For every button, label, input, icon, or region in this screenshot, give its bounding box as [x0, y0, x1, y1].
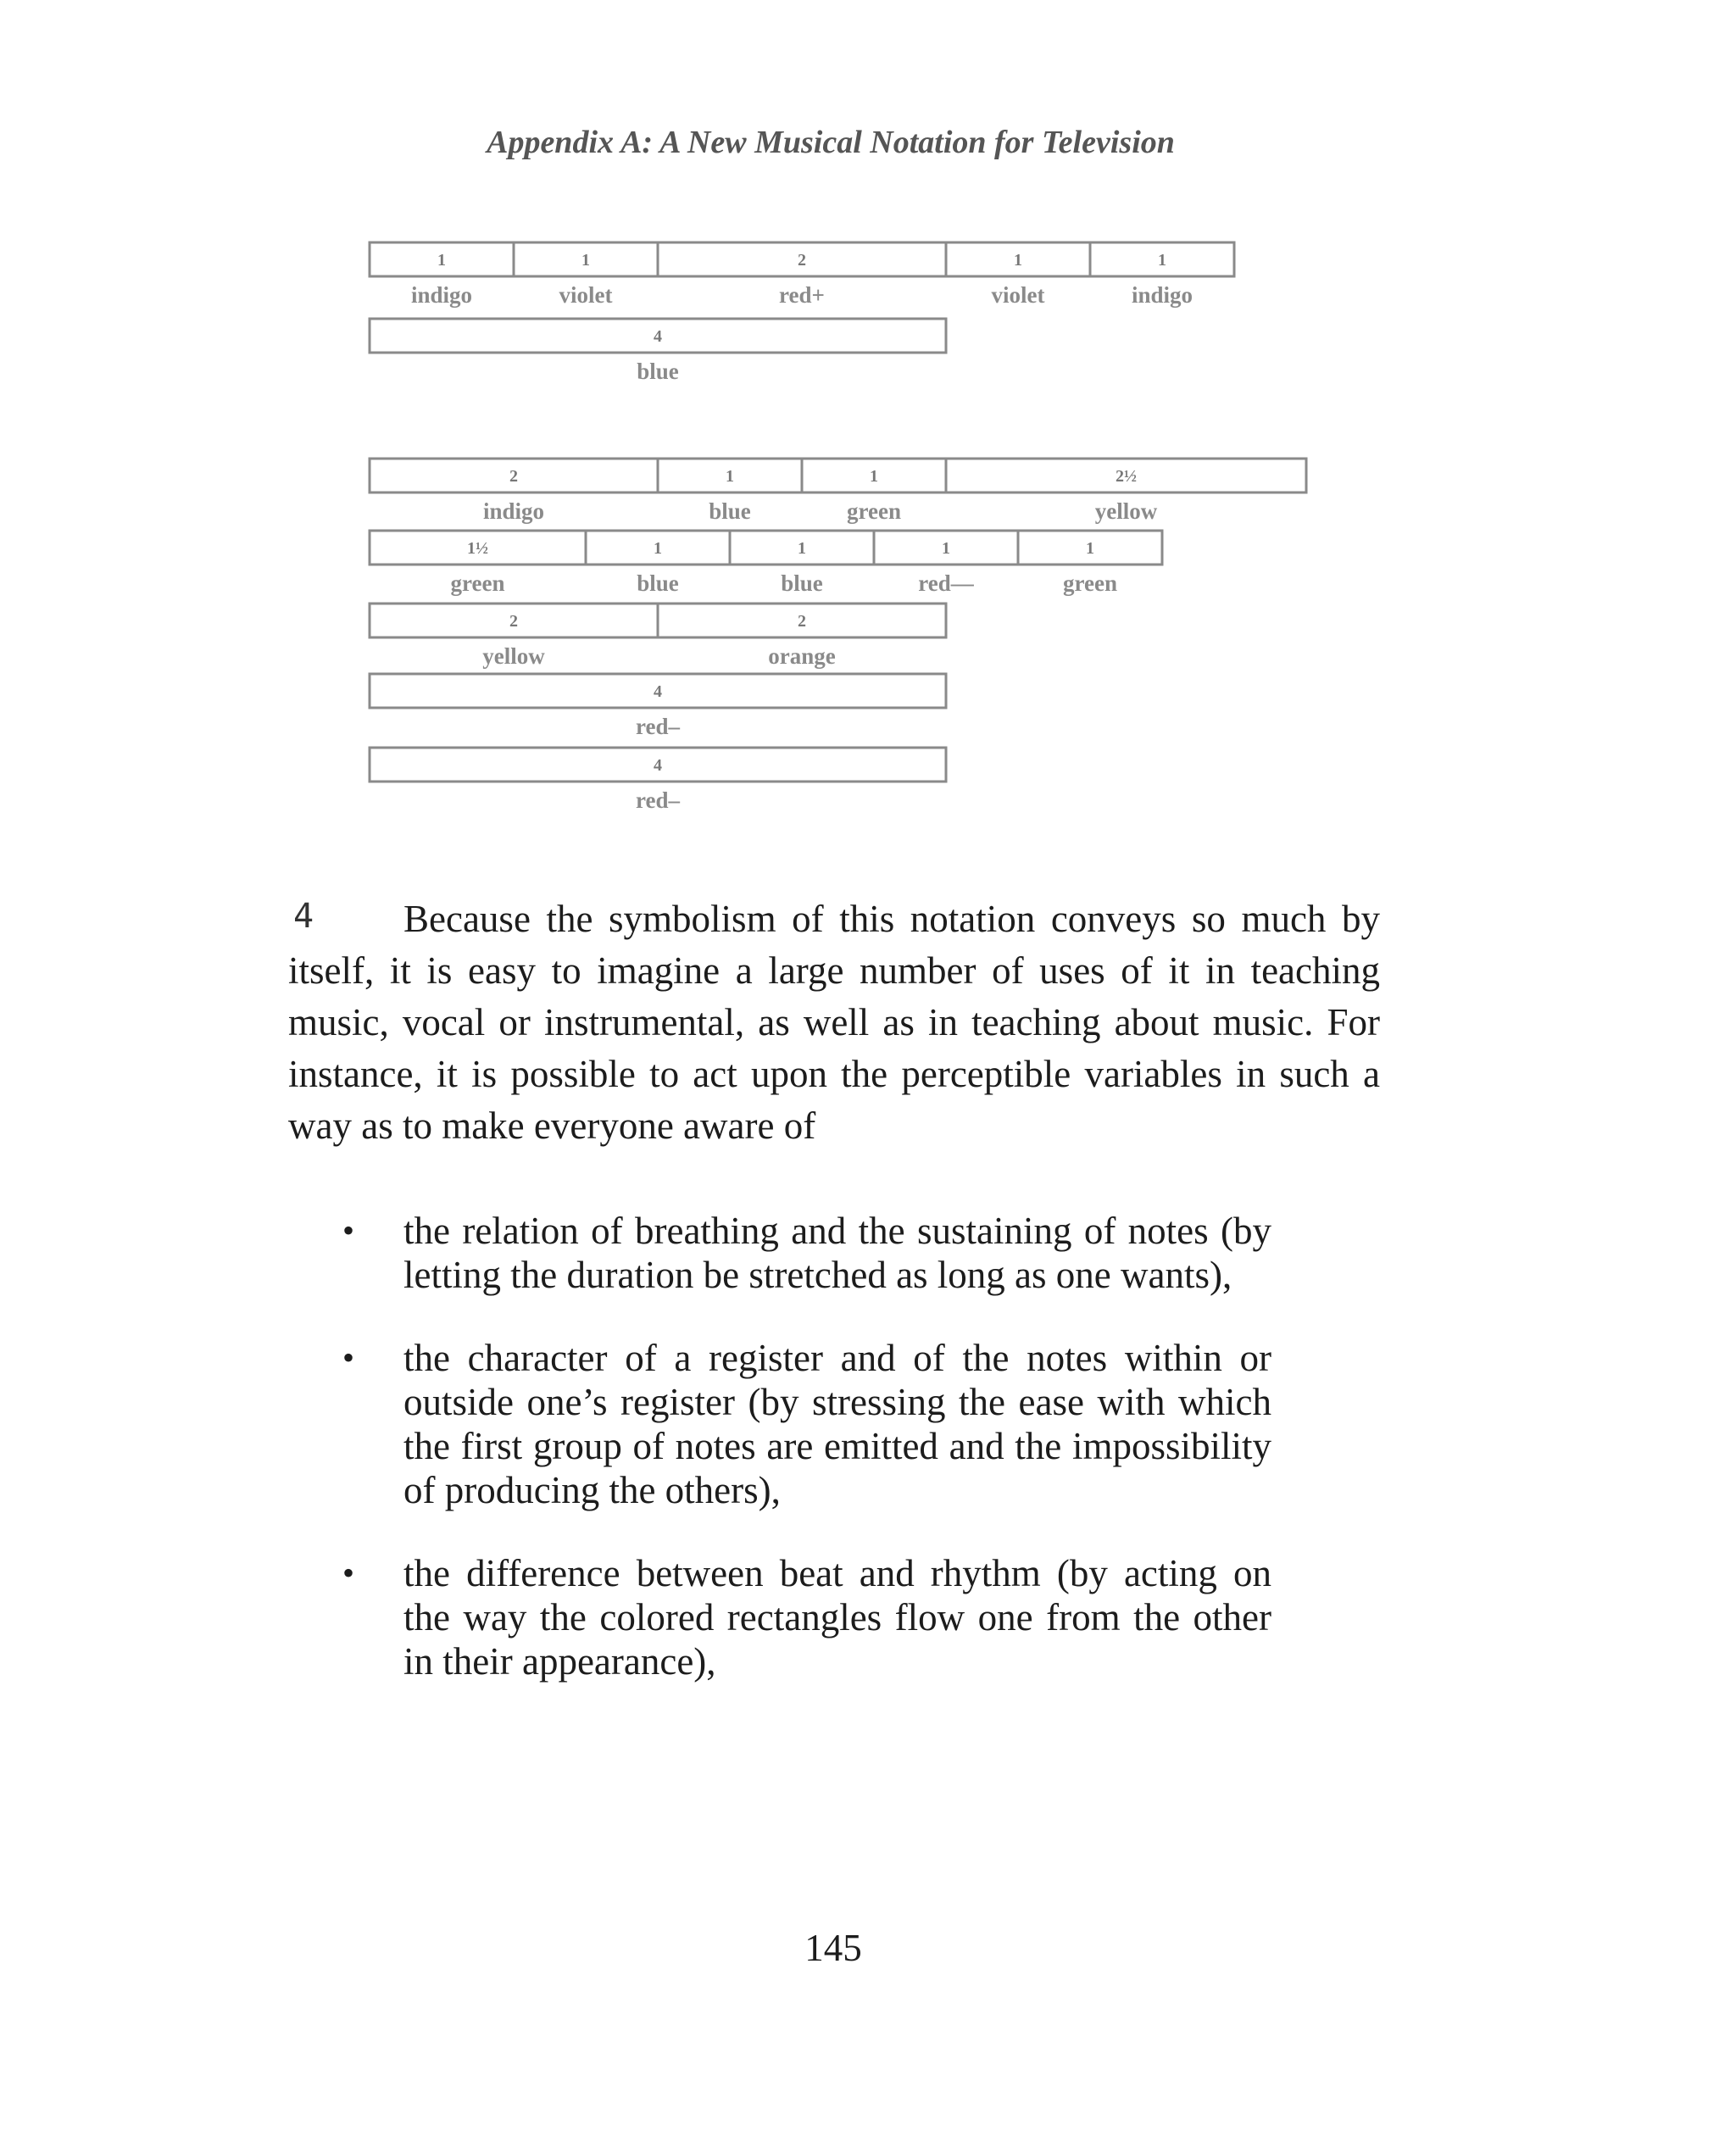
note-color-label: indigo [410, 282, 473, 308]
note-color-label: indigo [482, 498, 545, 524]
note-color-label: blue [709, 498, 751, 524]
bullet-icon: • [342, 1554, 355, 1592]
notation-figure [0, 0, 1736, 848]
paragraph-number: 4 [293, 897, 314, 936]
note-color-label: yellow [482, 643, 545, 669]
note-color-label: blue [637, 570, 679, 596]
page-number: 145 [804, 1927, 862, 1969]
note-duration: 1 [581, 251, 590, 270]
bullet-text: the character of a register and of the notes within or outside one’s register (by stressing the ease with which the first group of notes are emitted and the impossibility of producing the others), [403, 1337, 1271, 1511]
note-duration: 1 [726, 467, 734, 486]
note-color-label: red– [636, 714, 680, 739]
note-duration: 1 [1086, 539, 1094, 558]
note-duration: 1 [870, 467, 878, 486]
note-color-label: red+ [779, 282, 825, 308]
note-color-label: green [1063, 570, 1117, 596]
note-color-label: green [847, 498, 901, 524]
note-duration: 2 [509, 467, 518, 486]
note-duration: 1 [654, 539, 662, 558]
note-duration: 1 [1014, 251, 1022, 270]
bullet-icon: • [342, 1211, 355, 1249]
note-duration: 1 [942, 539, 950, 558]
note-color-label: violet [559, 282, 613, 308]
note-color-label: indigo [1131, 282, 1194, 308]
note-duration: 2 [798, 251, 806, 270]
note-color-label: red— [918, 570, 974, 596]
note-duration: 4 [654, 756, 662, 775]
bullet-text: the relation of breathing and the sustaining of notes (by letting the duration be stretched as long as one wants), [403, 1210, 1271, 1296]
note-duration: 1 [798, 539, 806, 558]
bullet-list [339, 1209, 1271, 1722]
note-duration: 4 [654, 682, 662, 701]
note-duration: 1½ [467, 539, 488, 558]
running-head: Appendix A: A New Musical Notation for Television [487, 125, 1175, 160]
note-color-label: red– [636, 787, 680, 813]
note-duration: 4 [654, 327, 662, 346]
bullet-icon: • [342, 1338, 355, 1377]
note-duration: 1 [1158, 251, 1166, 270]
note-color-label: violet [991, 282, 1045, 308]
note-color-label: blue [637, 359, 679, 384]
note-duration: 2½ [1116, 467, 1137, 486]
bullet-item [339, 1551, 1271, 1683]
note-duration: 2 [509, 612, 518, 631]
note-duration: 1 [437, 251, 446, 270]
note-color-label: yellow [1094, 498, 1158, 524]
note-color-label: green [450, 570, 505, 596]
bullet-text: the difference between beat and rhythm (by acting on the way the colored rectangles flow one from the other in their appearance), [403, 1552, 1271, 1683]
note-duration: 2 [798, 612, 806, 631]
bullet-item [339, 1209, 1271, 1297]
note-color-label: orange [768, 643, 836, 669]
note-color-label: blue [781, 570, 823, 596]
bullet-item [339, 1336, 1271, 1512]
body-paragraph: Because the symbolism of this notation conveys so much by itself, it is easy to imagine a large number of uses of it in teaching music, vocal or instrumental, as well as in teaching about music. For instance, it is possible to act upon the perceptible variables in such a way as to make everyone aware of [288, 898, 1380, 1147]
